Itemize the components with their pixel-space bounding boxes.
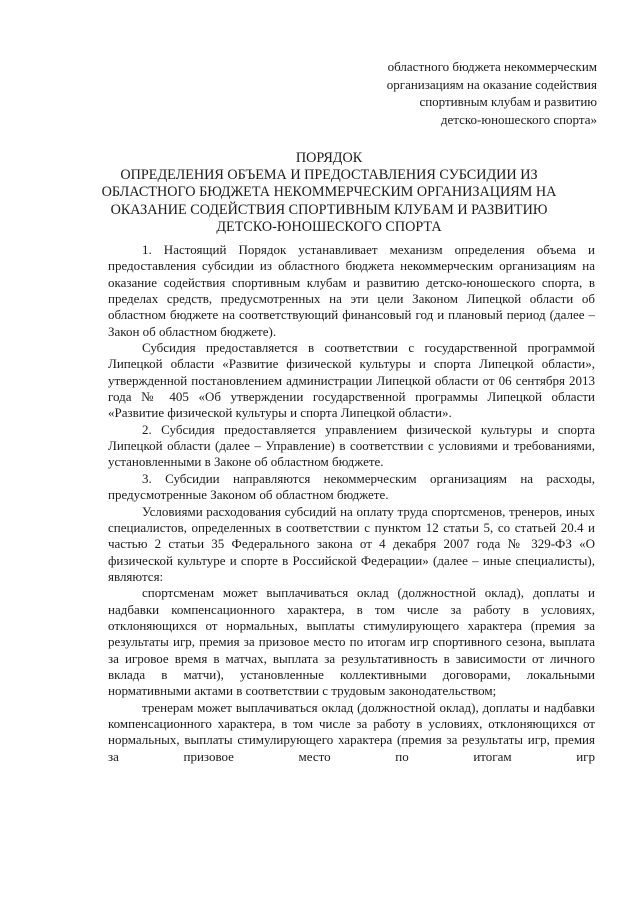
document-header-reference <box>297 58 597 128</box>
paragraph: 3. Субсидии направляются некоммерческим организациям на расходы, предусмотренные Законом об областном бюджете. <box>108 470 595 503</box>
document-body <box>108 242 595 765</box>
paragraph: 1. Настоящий Порядок устанавливает механизм определения объема и предоставления субсидии из областного бюджета некоммерческим организациям на оказание содействия спортивным клубам и развитию детско-юношеского спорта, в пределах средств, предусмотренных на эти цели Законом Липецкой области об областном бюджете на соответствующий финансовый год и плановый период (далее – Закон об областном бюджете). <box>108 242 595 339</box>
title-line: ОБЛАСТНОГО БЮДЖЕТА НЕКОММЕРЧЕСКИМ ОРГАНИЗАЦИЯМ НА <box>101 184 557 201</box>
header-line: организациям на оказание содействия <box>386 76 597 92</box>
title-line: ДЕТСКО-ЮНОШЕСКОГО СПОРТА <box>216 218 442 235</box>
paragraph: 2. Субсидия предоставляется управлением физической культуры и спорта Липецкой области (далее – Управление) в соответствии с условиями и требованиями, установленными в Законе об областном бюджете. <box>108 421 595 470</box>
header-line: детско-юношеского спорта» <box>440 111 597 127</box>
document-title <box>70 150 588 236</box>
paragraph: Субсидия предоставляется в соответствии с государственной программой Липецкой области «Развитие физической культуры и спорта Липецкой области», утвержденной постановлением администрации Липецкой области от 06 сентября 2013 года № 405 «Об утверждении государственной программы Липецкой области «Развитие физической культуры и спорта Липецкой области». <box>108 340 595 421</box>
title-line: ПОРЯДОК <box>295 150 363 166</box>
header-line: спортивным клубам и развитию <box>419 94 597 109</box>
paragraph: спортсменам может выплачиваться оклад (должностной оклад), доплаты и надбавки компенсационного характера, в том числе за работу в условиях, отклоняющихся от нормальных, выплаты стимулирующего характера (премия за результаты игр, премия за призовое место по итогам игр спортивного сезона, выплата за игровое время в матчах, выплата за результативность в зависимости от личного вклада в матчи), установленные коллективными договорами, локальными нормативными актами в соответствии с трудовым законодательством; <box>108 585 595 699</box>
header-line: областного бюджета некоммерческим <box>387 59 597 74</box>
paragraph: тренерам может выплачиваться оклад (должностной оклад), доплаты и надбавки компенсационного характера, в том числе за работу в условиях, отклоняющихся от нормальных, выплаты стимулирующего характера (премия за результаты игр, премия за призовое место по итогам игр <box>108 699 595 764</box>
title-line: ОПРЕДЕЛЕНИЯ ОБЪЕМА И ПРЕДОСТАВЛЕНИЯ СУБСИДИИ ИЗ <box>120 167 538 184</box>
paragraph: Условиями расходования субсидий на оплату труда спортсменов, тренеров, иных специалистов, определенных в соответствии с пунктом 12 статьи 5, со статьей 20.4 и частью 2 статьи 35 Федерального закона от 4 декабря 2007 года № 329-ФЗ «О физической культуре и спорте в Российской Федерации» (далее – иные специалисты), являются: <box>108 503 595 584</box>
title-line: ОКАЗАНИЕ СОДЕЙСТВИЯ СПОРТИВНЫМ КЛУБАМ И РАЗВИТИЮ <box>110 201 548 218</box>
